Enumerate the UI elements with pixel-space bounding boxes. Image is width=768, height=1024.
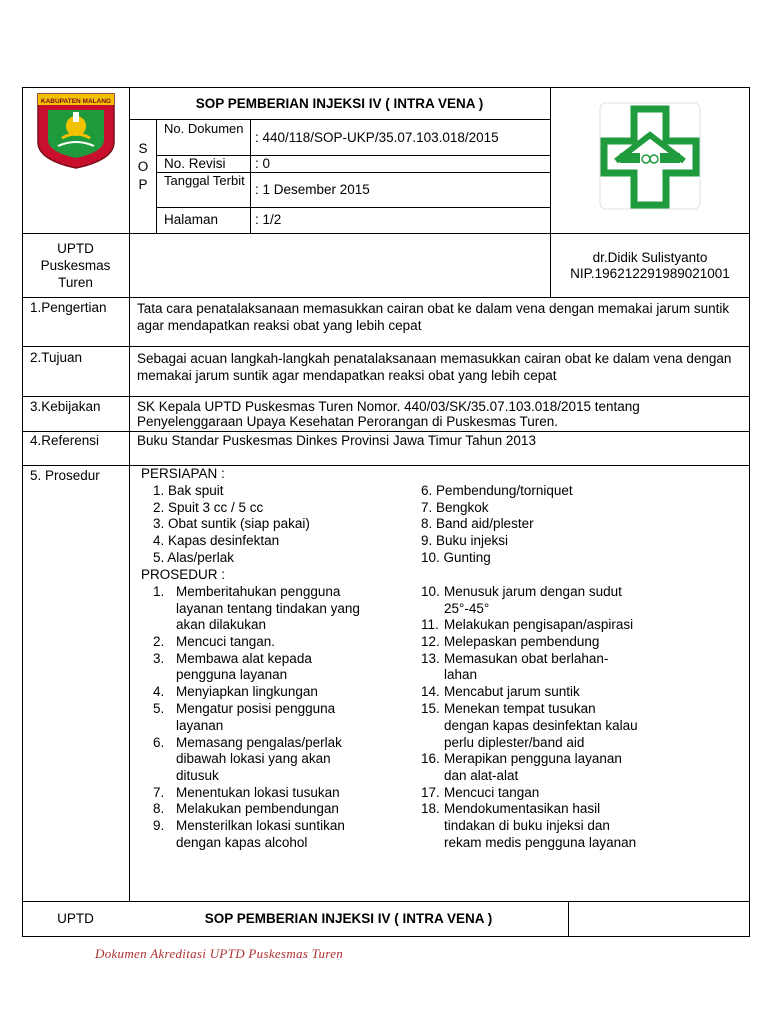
puskesmas-logo [598, 101, 702, 211]
meta-label-no-dokumen: No. Dokumen [164, 121, 244, 136]
step-number: 2. [153, 634, 165, 649]
step-number: 4. [153, 684, 165, 699]
step-number: 15. [421, 701, 440, 716]
section-label-prosedur: 5. Prosedur [30, 468, 100, 483]
section-label-pengertian: 1.Pengertian [30, 300, 107, 315]
sop-letter-o: O [137, 159, 149, 174]
unit-name-line-2: Puskesmas [40, 258, 111, 273]
prosedur-title: PROSEDUR : [141, 567, 226, 582]
step-text: Menyiapkan lingkungan [176, 684, 318, 699]
section-label-kebijakan: 3.Kebijakan [30, 399, 101, 414]
step-text: dibawah lokasi yang akan [176, 751, 331, 766]
sop-letter-s: S [138, 141, 148, 156]
step-text: dan alat-alat [444, 768, 519, 783]
page-title: SOP PEMBERIAN INJEKSI IV ( INTRA VENA ) [195, 96, 484, 111]
step-text: Merapikan pengguna layanan [444, 751, 622, 766]
step-number: 9. [153, 818, 165, 833]
step-text: 25°-45° [444, 601, 490, 616]
section-label-referensi: 4.Referensi [30, 433, 100, 448]
step-number: 1. [153, 584, 165, 599]
section-text-tujuan: Sebagai acuan langkah-langkah penatalaksanaan memasukkan cairan obat ke dalam vena dengan memakai jarum suntik agar mendapatkan reaksi obat yang lebih cepat [137, 351, 732, 383]
sop-letter-p: P [138, 177, 148, 192]
step-number: 14. [421, 684, 440, 699]
meta-label-no-revisi: No. Revisi [164, 156, 226, 171]
step-number: 13. [421, 651, 440, 666]
signatory-nip: NIP.196212291989021001 [570, 266, 730, 281]
signatory-name: dr.Didik Sulistyanto [592, 250, 708, 265]
persiapan-item: 1. Bak spuit [153, 483, 224, 498]
persiapan-title: PERSIAPAN : [141, 466, 225, 481]
step-number: 16. [421, 751, 440, 766]
step-text: ditusuk [176, 768, 219, 783]
section-label-tujuan: 2.Tujuan [30, 350, 83, 365]
meta-value-halaman: : 1/2 [255, 212, 282, 227]
step-text: lahan [444, 667, 478, 682]
step-text: Mencuci tangan. [176, 634, 276, 649]
step-text: Melakukan pengisapan/aspirasi [444, 617, 634, 632]
kabupaten-malang-logo [34, 90, 118, 170]
step-number: 11. [421, 617, 439, 632]
step-text: tindakan di buku injeksi dan [444, 818, 610, 833]
persiapan-item: 4. Kapas desinfektan [153, 533, 280, 548]
step-number: 6. [153, 735, 165, 750]
step-number: 3. [153, 651, 165, 666]
persiapan-item: 8. Band aid/plester [421, 516, 534, 531]
step-text: Memasukan obat berlahan- [444, 651, 609, 666]
meta-value-no-dokumen: : 440/118/SOP-UKP/35.07.103.018/2015 [255, 130, 499, 145]
step-number: 7. [153, 785, 165, 800]
unit-name-line-1: UPTD [57, 241, 94, 256]
step-text: Menentukan lokasi tusukan [176, 785, 340, 800]
step-text: Mencuci tangan [444, 785, 540, 800]
persiapan-item: 7. Bengkok [421, 500, 489, 515]
step-text: perlu diplester/band aid [444, 735, 585, 750]
step-number: 10. [421, 584, 440, 599]
meta-value-tanggal-terbit: : 1 Desember 2015 [255, 182, 370, 197]
step-text: dengan kapas alcohol [176, 835, 308, 850]
logo-lettering: KABUPATEN MALANG [40, 98, 112, 105]
step-text: Menekan tempat tusukan [444, 701, 596, 716]
footer-title: SOP PEMBERIAN INJEKSI IV ( INTRA VENA ) [204, 911, 493, 926]
step-text: Membawa alat kepada [176, 651, 312, 666]
step-text: layanan [176, 718, 224, 733]
meta-label-halaman: Halaman [164, 212, 219, 227]
step-text: rekam medis pengguna layanan [444, 835, 637, 850]
step-text: Memberitahukan pengguna [176, 584, 341, 599]
step-number: 12. [421, 634, 440, 649]
step-text: Mengatur posisi pengguna [176, 701, 336, 716]
section-text-pengertian: Tata cara penatalaksanaan memasukkan cairan obat ke dalam vena dengan memakai jarum suntik agar mendapatkan reaksi obat yang lebih cepat [137, 301, 730, 333]
step-text: akan dilakukan [176, 617, 267, 632]
step-text: pengguna layanan [176, 667, 288, 682]
unit-name-line-3: Turen [58, 275, 93, 290]
footer-unit: UPTD [57, 911, 94, 926]
step-text: Melakukan pembendungan [176, 801, 339, 816]
step-text: Mensterilkan lokasi suntikan [176, 818, 345, 833]
step-text: Memasang pengalas/perlak [176, 735, 342, 750]
step-number: 8. [153, 801, 165, 816]
step-text: dengan kapas desinfektan kalau [444, 718, 638, 733]
accreditation-note: Dokumen Akreditasi UPTD Puskesmas Turen [95, 946, 344, 961]
persiapan-item: 9. Buku injeksi [421, 533, 509, 548]
section-text-kebijakan: SK Kepala UPTD Puskesmas Turen Nomor. 440/03/SK/35.07.103.018/2015 tentang Penyelenggaraan Upaya Kesehatan Perorangan di Puskesmas Turen. [137, 399, 640, 429]
step-number: 5. [153, 701, 165, 716]
persiapan-item: 6. Pembendung/torniquet [421, 483, 573, 498]
step-text: Mencabut jarum suntik [444, 684, 580, 699]
persiapan-item: 5. Alas/perlak [153, 550, 235, 565]
step-number: 17. [421, 785, 440, 800]
step-text: Menusuk jarum dengan sudut [444, 584, 622, 599]
section-text-referensi: Buku Standar Puskesmas Dinkes Provinsi Jawa Timur Tahun 2013 [137, 433, 536, 448]
persiapan-item: 10. Gunting [421, 550, 491, 565]
step-text: Melepaskan pembendung [444, 634, 600, 649]
persiapan-item: 2. Spuit 3 cc / 5 cc [153, 500, 264, 515]
meta-value-no-revisi: : 0 [255, 156, 271, 171]
step-text: layanan tentang tindakan yang [176, 601, 360, 616]
step-text: Mendokumentasikan hasil [444, 801, 601, 816]
step-number: 18. [421, 801, 440, 816]
persiapan-item: 3. Obat suntik (siap pakai) [153, 516, 310, 531]
meta-label-tanggal-terbit: Tanggal Terbit [164, 173, 245, 188]
